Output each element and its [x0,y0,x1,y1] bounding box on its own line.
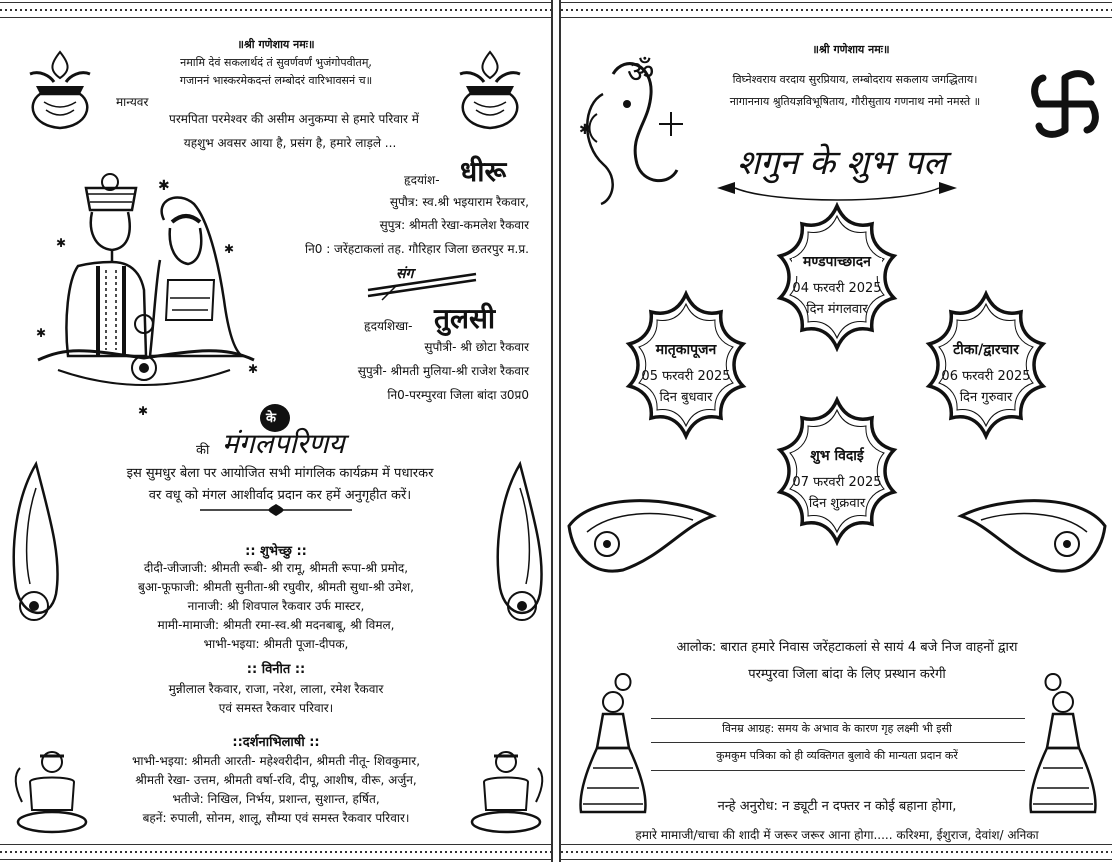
shehnai-player-left-illustration [10,746,96,836]
shubhechhu-line-1: दीदी-जीजाजी: श्रीमती रूबी- श्री रामू, श्रीमती रूपा-श्री प्रमोद, [143,561,409,575]
ornate-frame-shape [911,290,1061,440]
invite-line-2: वर वधू को मंगल आशीर्वाद प्रदान कर हमें अनुगृहीत करें। [148,488,412,503]
shagun-title: शगुन के शुभ पल [737,143,947,183]
swastik-icon [1025,64,1105,144]
vinit-title: :: विनीत :: [246,662,306,677]
ornate-frame-shape [762,202,912,352]
darshan-line-1: भाभी-भइया: श्रीमती आरती- महेश्वरीदीन, श्रीमती नीतू- शिवकुमार, [131,754,421,768]
right-shloka-line-1: विघ्नेश्वराय वरदाय सुरप्रियाय, लम्बोदराय सकलाय जगद्धिताय। [732,73,978,86]
groom-line-3: नि0 : जरेंहटाकलां तह. गौरिहार जिला छतरपुर म.प्र. [304,242,529,256]
intro-line-1: परमपिता परमेश्वर की असीम अनुकम्पा से हमारे परिवार में [169,112,419,126]
ki-label: की [196,443,210,458]
shubhechhu-line-3: नानाजी: श्री शिवपाल रैकवार उर्फ मास्टर, [187,599,365,613]
shubhechhu-title: :: शुभेच्छु :: [245,544,307,559]
event-name: शुभ विदाई [810,448,864,464]
bride-name: तुलसी [434,302,496,335]
shubhechhu-line-4: मामी-मामाजी: श्रीमती रमा-स्व.श्री मदनबाबू, श्री विमल, [157,618,395,632]
om-symbol: ॐ [627,55,655,90]
kalash-right-icon [452,48,528,130]
event-date: 07 फरवरी 2025 [792,475,882,490]
darshan-line-3: भतीजे: निखिल, निर्भय, प्रशान्त, सुशान्त, हर्षित, [172,792,380,806]
event-date: 06 फरवरी 2025 [941,369,1031,384]
vinit-line-2: एवं समस्त रैकवार परिवार। [218,701,334,715]
right-page [559,0,1112,862]
bride-line-2: सुपुत्री- श्रीमती मुलिया-श्री राजेश रैकवार [357,364,529,378]
bottom-border-band [561,844,1112,860]
ke-label: के [266,411,276,426]
alok-line-1: आलोक: बारात हमारे निवास जरेंहटाकलां से सायं 4 बजे निज वाहनों द्वारा [676,640,1018,655]
shubhechhu-line-2: बुआ-फूफाजी: श्रीमती सुनीता-श्री रघुवीर, श्रीमती सुधा-श्री उमेश, [138,580,414,594]
shubhechhu-line-5: भाभी-भइया: श्रीमती पूजा-दीपक, [203,637,349,651]
anurodh-line-1: नन्हे अनुरोध: न ड्यूटी न दफ्तर न कोई बहाना होगा, [717,799,957,814]
kalash-left-icon [22,48,98,130]
woman-with-kalash-right-illustration [1021,668,1103,818]
shehnai-player-right-illustration [462,746,548,836]
aagrah-rule-bottom [651,770,1025,771]
darshan-line-2: श्रीमती रेखा- उत्तम, श्रीमती वर्षा-रवि, दीपू, आशीष, वीरू, अर्जुन, [135,773,417,787]
aagrah-rule-top [651,718,1025,719]
event-day: दिन गुरुवार [959,390,1013,405]
groom-prefix: हृदयांश- [404,173,440,187]
event-frame-1 [762,202,912,352]
groom-name: धीरू [460,155,507,188]
intro-line-2: यहशुभ अवसर आया है, प्रसंग है, हमारे लाड़ले ... [183,136,397,150]
woman-with-kalash-left-illustration [573,668,655,818]
invite-line-1: इस सुमधुर बेला पर आयोजित सभी मांगलिक कार्यक्रम में पधारकर [126,466,434,481]
alok-line-2: परम्पुरवा जिला बांदा के लिए प्रस्थान करेगी [748,667,946,682]
sparkle-icon: ✱ [224,242,235,256]
bride-prefix: हृदयशिखा- [364,319,413,333]
darshan-line-4: बहनें: रुपाली, सोनम, शालू, सौम्या एवं समस्त रैकवार परिवार। [142,811,410,825]
divider-ornament [196,502,356,518]
top-border-band [561,2,1112,18]
event-day: दिन बुधवार [659,390,713,405]
sang-label: संग [396,266,414,282]
mangal-parinay-title: मंगलपरिणय [222,427,345,460]
event-date: 04 फरवरी 2025 [792,281,882,296]
sparkle-icon: ✱ [158,178,170,194]
left-page [0,0,553,862]
ornate-frame-shape [762,396,912,546]
event-frame-3 [911,290,1061,440]
sparkle-icon: ✱ [56,236,67,250]
sparkle-icon: ✱ [36,326,47,340]
event-name: टीका/द्वारचार [953,342,1019,358]
aagrah-line-2: कुमकुम पत्रिका को ही व्यक्तिगत बुलावे की मान्यता प्रदान करें [716,749,958,762]
groom-line-1: सुपौत्र: स्व.श्री भइयाराम रैकवार, [389,195,529,209]
sparkle-icon: ✱ [248,362,259,376]
left-invocation: ॥श्री गणेशाय नमः॥ [237,38,315,51]
bride-line-3: नि0-परम्पुरवा जिला बांदा उ0प्र0 [387,388,529,402]
event-date: 05 फरवरी 2025 [641,369,731,384]
event-day: दिन मंगलवार [806,302,868,317]
aagrah-line-1: विनम्र आग्रह: समय के अभाव के कारण गृह लक्ष्मी भी इसी [722,722,952,735]
right-shloka-line-2: नागाननाय श्रुतियज्ञविभूषिताय, गौरीसुताय गणनाथ नमो नमस्ते ॥ [729,95,981,108]
event-day: दिन शुक्रवार [808,496,866,511]
aagrah-rule-middle [651,742,1025,743]
left-shloka-line-1: नमामि देवं सकलार्थदं तं सुवर्णवर्णं भुजंगोपवीतम्, [180,56,372,69]
groom-line-2: सुपुत्र: श्रीमती रेखा-कमलेश रैकवार [379,218,529,232]
darshan-title: ::दर्शनाभिलाषी :: [232,735,320,750]
event-name: मातृकापूजन [655,342,717,358]
couple-illustration [28,170,260,410]
paisley-right-ornament [951,486,1111,586]
ornate-frame-shape [611,290,761,440]
top-border-band [0,2,551,18]
salutation: मान्यवर [116,95,149,109]
bottom-border-band [0,844,551,860]
event-name: मण्डपाच्छादन [803,254,871,270]
left-shloka-line-2: गजाननं भास्करमेकदन्तं लम्बोदरं वारिभावसनं च॥ [179,74,373,87]
bride-line-1: सुपौत्री- श्री छोटा रैकवार [424,340,529,354]
sparkle-icon: ✱ [138,404,149,418]
anurodh-line-2: हमारे मामाजी/चाचा की शादी में जरूर जरूर आना होगा..... करिश्मा, ईशुराज, देवांश/ अनिका [635,828,1039,842]
paisley-left-ornament [563,486,723,586]
paisley-left-ornament [6,458,66,638]
event-frame-2 [611,290,761,440]
event-frame-4 [762,396,912,546]
right-invocation: ॥श्री गणेशाय नमः॥ [812,43,890,56]
paisley-right-ornament [490,458,550,638]
vinit-line-1: मुन्नीलाल रैकवार, राजा, नरेश, लाला, रमेश रैकवार [168,682,384,696]
sparkle-icon: ✱ [579,122,591,138]
